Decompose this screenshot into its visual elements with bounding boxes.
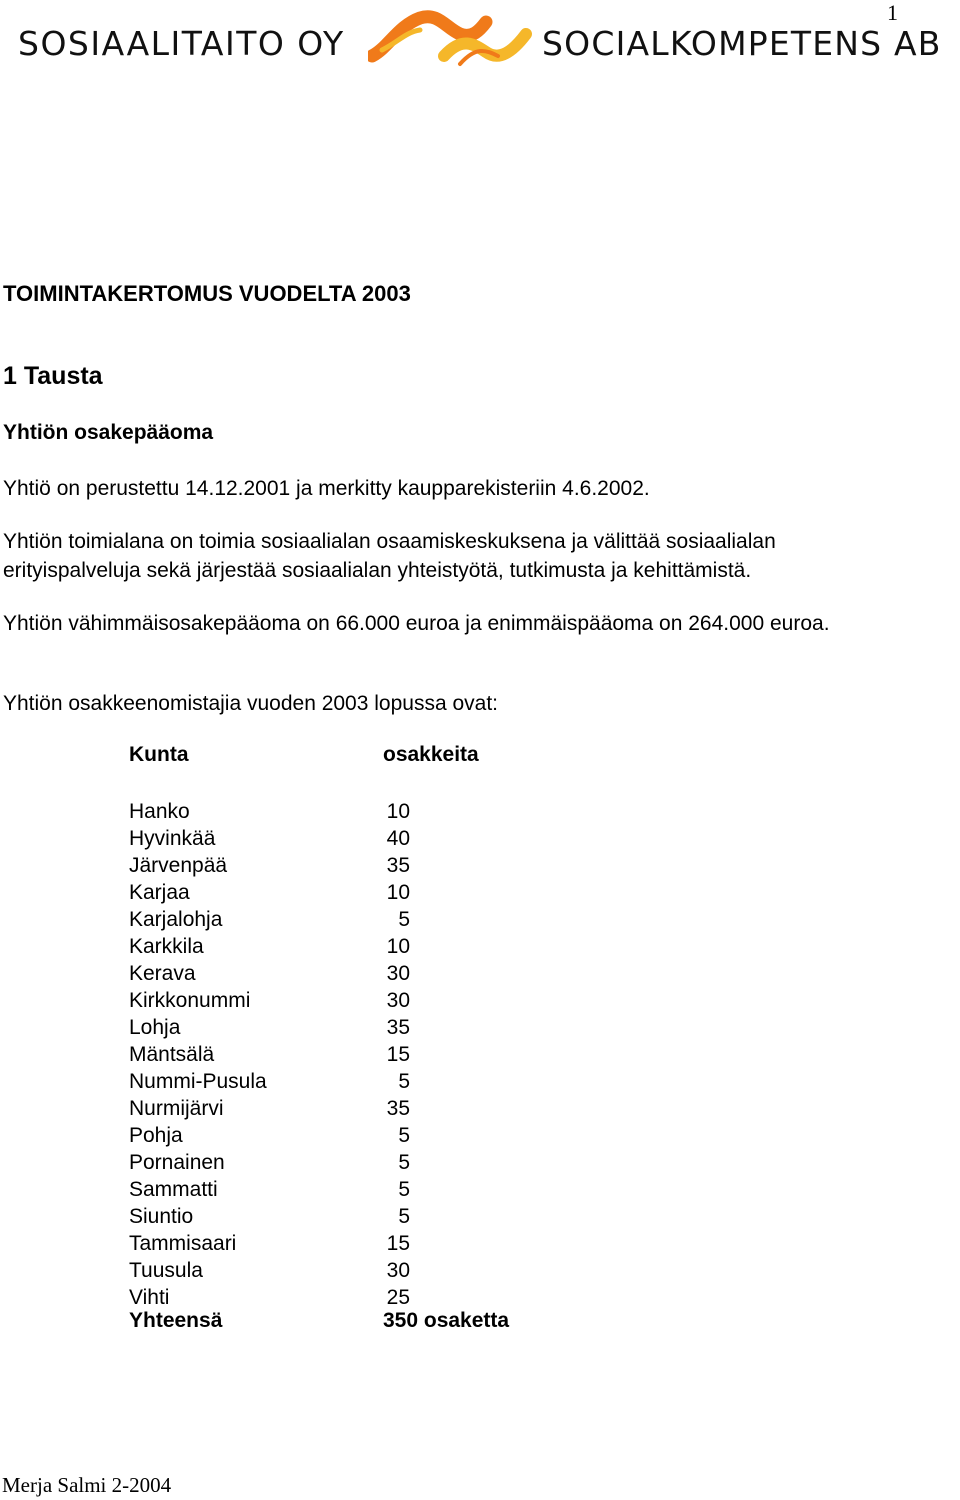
osakkeita-cell: 10 xyxy=(386,881,410,904)
table-row xyxy=(129,798,410,825)
table-row xyxy=(129,852,410,879)
paragraph-founded: Yhtiö on perustettu 14.12.2001 ja merkitty kaupparekisteriin 4.6.2002. xyxy=(3,477,650,500)
kunta-cell: Siuntio xyxy=(129,1205,194,1228)
table-row xyxy=(129,1095,410,1122)
table-row xyxy=(129,1284,410,1311)
osakkeita-cell: 15 xyxy=(386,1232,410,1255)
osakkeita-cell: 5 xyxy=(398,1124,410,1147)
osakkeita-cell: 25 xyxy=(386,1286,410,1309)
osakkeita-cell: 5 xyxy=(398,1070,410,1093)
kunta-cell: Järvenpää xyxy=(129,854,228,877)
kunta-cell: Hanko xyxy=(129,800,190,823)
osakkeita-cell: 35 xyxy=(386,1016,410,1039)
kunta-cell: Sammatti xyxy=(129,1178,218,1201)
osakkeita-cell: 15 xyxy=(386,1043,410,1066)
column-header-kunta: Kunta xyxy=(129,743,189,766)
osakkeita-cell: 40 xyxy=(386,827,410,850)
table-row xyxy=(129,906,410,933)
kunta-cell: Mäntsälä xyxy=(129,1043,215,1066)
table-row xyxy=(129,1068,410,1095)
osakkeita-cell: 5 xyxy=(398,1205,410,1228)
kunta-cell: Nurmijärvi xyxy=(129,1097,224,1120)
kunta-cell: Karjalohja xyxy=(129,908,223,931)
footer-text: Merja Salmi 2-2004 xyxy=(2,1473,172,1497)
osakkeita-cell: 5 xyxy=(398,908,410,931)
table-row xyxy=(129,1176,410,1203)
company-name-fi: SOSIAALITAITO OY xyxy=(18,24,345,63)
company-name-sv: SOCIALKOMPETENS AB xyxy=(542,24,942,63)
table-row xyxy=(129,879,410,906)
table-header xyxy=(129,743,479,767)
kunta-cell: Karjaa xyxy=(129,881,190,904)
kunta-cell: Tammisaari xyxy=(129,1232,237,1255)
kunta-cell: Vihti xyxy=(129,1286,170,1309)
table-row xyxy=(129,1230,410,1257)
kunta-cell: Tuusula xyxy=(129,1259,203,1282)
column-header-osakkeita: osakkeita xyxy=(383,743,479,766)
osakkeita-cell: 30 xyxy=(386,989,410,1012)
table-total-row xyxy=(129,1309,509,1333)
kunta-cell: Karkkila xyxy=(129,935,204,958)
osakkeita-cell: 10 xyxy=(386,935,410,958)
kunta-cell: Hyvinkää xyxy=(129,827,216,850)
table-row xyxy=(129,1122,410,1149)
paragraph-capital: Yhtiön vähimmäisosakepääoma on 66.000 euroa ja enimmäispääoma on 264.000 euroa. xyxy=(3,612,830,635)
kunta-cell: Nummi-Pusula xyxy=(129,1070,267,1093)
osakkeita-cell: 30 xyxy=(386,1259,410,1282)
osakkeita-cell: 30 xyxy=(386,962,410,985)
kunta-cell: Pornainen xyxy=(129,1151,225,1174)
document-title: TOIMINTAKERTOMUS VUODELTA 2003 xyxy=(3,281,411,306)
page-number: 1 xyxy=(887,0,898,25)
osakkeita-cell: 5 xyxy=(398,1151,410,1174)
paragraph-industry: Yhtiön toimialana on toimia sosiaalialan osaamiskeskuksena ja välittää sosiaalialan erityispalveluja sekä järjestää sosiaalialan yhteistyötä, tutkimusta ja kehittämistä. xyxy=(3,530,776,582)
table-row xyxy=(129,933,410,960)
osakkeita-cell: 5 xyxy=(398,1178,410,1201)
osakkeita-cell: 35 xyxy=(386,854,410,877)
table-row xyxy=(129,1149,410,1176)
table-row xyxy=(129,1257,410,1284)
paragraph-owners-intro: Yhtiön osakkeenomistajia vuoden 2003 lopussa ovat: xyxy=(3,692,498,715)
table-row xyxy=(129,1014,410,1041)
shareholder-list xyxy=(129,798,410,1311)
osakkeita-cell: 35 xyxy=(386,1097,410,1120)
table-row xyxy=(129,1041,410,1068)
kunta-cell: Lohja xyxy=(129,1016,181,1039)
company-logo xyxy=(368,6,533,72)
total-value: 350 osaketta xyxy=(383,1309,510,1332)
table-row xyxy=(129,987,410,1014)
osakkeita-cell: 10 xyxy=(386,800,410,823)
section-heading: 1 Tausta xyxy=(3,362,103,390)
total-label: Yhteensä xyxy=(129,1309,223,1332)
kunta-cell: Kerava xyxy=(129,962,196,985)
table-row xyxy=(129,1203,410,1230)
kunta-cell: Pohja xyxy=(129,1124,183,1147)
table-row xyxy=(129,960,410,987)
kunta-cell: Kirkkonummi xyxy=(129,989,251,1012)
subheading: Yhtiön osakepääoma xyxy=(3,421,214,444)
table-row xyxy=(129,825,410,852)
